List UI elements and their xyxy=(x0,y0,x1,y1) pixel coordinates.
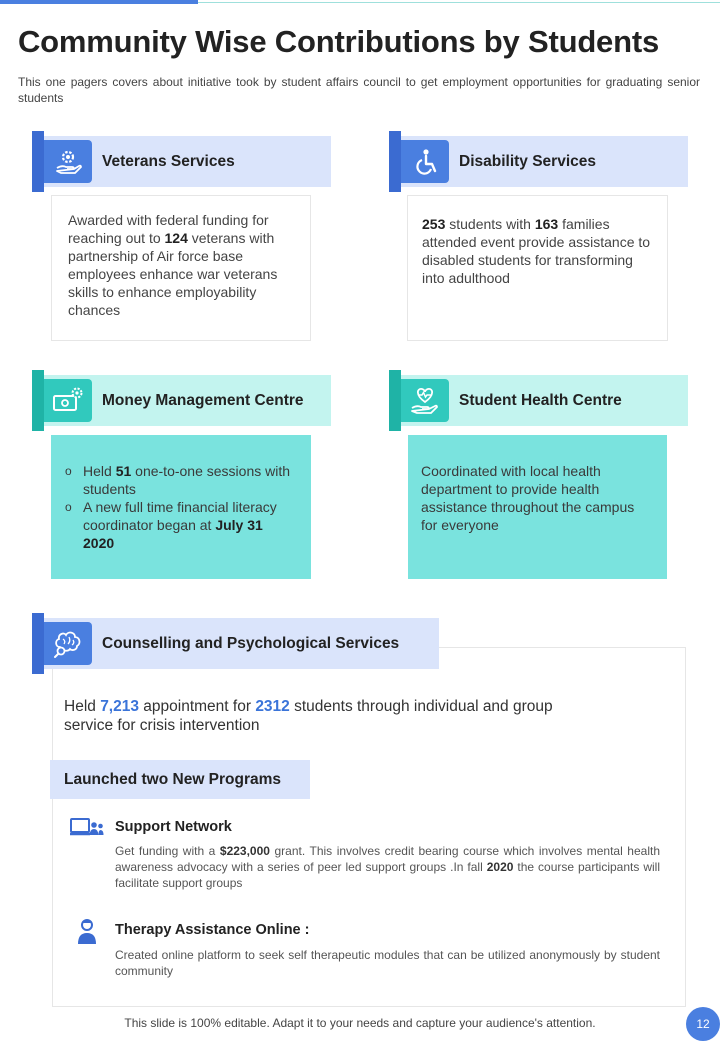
counselling-header xyxy=(32,618,439,669)
counselling-label: Counselling and Psychological Services xyxy=(102,635,400,652)
money-bullet-2: o A new full time financial literacy coordinator began at July 31 2020 xyxy=(65,498,297,552)
wheelchair-icon xyxy=(401,140,449,183)
gear-hand-icon xyxy=(44,140,92,183)
veterans-label: Veterans Services xyxy=(102,153,235,170)
money-card xyxy=(51,435,311,579)
brain-search-icon xyxy=(44,622,92,665)
health-header xyxy=(389,375,688,426)
disability-card: 253 students with 163 families attended event provide assistance to disabled students for transforming into adulthood xyxy=(407,195,668,341)
money-gear-icon xyxy=(44,379,92,422)
money-bullet-1: o Held 51 one-to-one sessions with students xyxy=(65,462,297,498)
support-network-text: Get funding with a $223,000 grant. This involves credit bearing course which involves mental health awareness advocacy with a series of peer led support groups .In fall 2020 the course participants will facilitate support groups xyxy=(115,844,660,890)
top-accent-bar xyxy=(0,0,198,4)
top-accent-line xyxy=(198,2,720,3)
veterans-card: Awarded with federal funding for reaching out to 124 veterans with partnership of Air force base employees enhance war veterans skills to enhance employability chances xyxy=(51,195,311,341)
disability-label: Disability Services xyxy=(459,153,596,170)
student-count: 2312 xyxy=(255,698,290,715)
therapy-text: Created online platform to seek self therapeutic modules that can be utilized anonymously by student community xyxy=(115,948,660,978)
health-card: Coordinated with local health department to provide health assistance throughout the campus for everyone xyxy=(408,435,667,579)
page-subtitle: This one pagers covers about initiative took by student affairs council to get employment opportunities for graduating senior students xyxy=(18,75,700,105)
computer-users-icon xyxy=(70,817,104,844)
health-label: Student Health Centre xyxy=(459,392,622,409)
page-title: Community Wise Contributions by Students xyxy=(18,24,660,59)
footer-note: This slide is 100% editable. Adapt it to your needs and capture your audience's attention. xyxy=(124,1016,596,1030)
page-number: 12 xyxy=(686,1007,720,1041)
therapy-title: Therapy Assistance Online : xyxy=(115,922,310,938)
veterans-count: 124 xyxy=(164,230,188,246)
veterans-header xyxy=(32,136,331,187)
money-header xyxy=(32,375,331,426)
disability-header xyxy=(389,136,688,187)
programs-header-label: Launched two New Programs xyxy=(64,771,282,788)
appointment-count: 7,213 xyxy=(100,698,139,715)
counselling-text: Held 7,213 appointment for 2312 students through individual and group service for crisis intervention xyxy=(64,698,553,734)
person-icon xyxy=(77,917,97,950)
programs-header xyxy=(50,760,310,799)
support-network-title: Support Network xyxy=(115,819,232,835)
heart-hand-icon xyxy=(401,379,449,422)
money-label: Money Management Centre xyxy=(102,392,304,409)
